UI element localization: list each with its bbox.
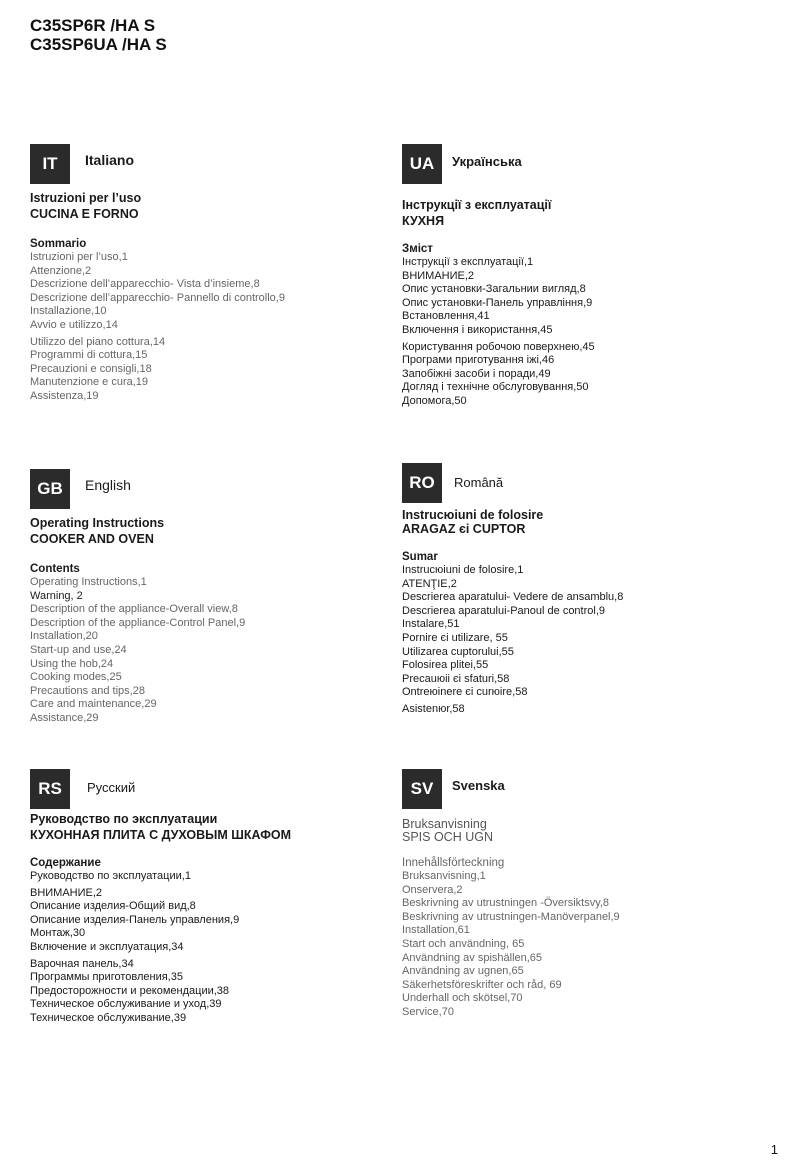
section-italiano bbox=[30, 144, 390, 404]
toc-item: Description of the appliance-Overall view,8 bbox=[30, 603, 238, 616]
toc-item: ВНИМАНИЕ,2 bbox=[402, 269, 475, 282]
toc-list bbox=[402, 564, 762, 717]
toc-item: Care and maintenance,29 bbox=[30, 698, 157, 711]
language-name: Italiano bbox=[85, 152, 135, 168]
toc-item: Precauюii єі sfaturi,58 bbox=[402, 672, 510, 685]
toc-item: Descrizione dell’apparecchio- Pannello di controllo,9 bbox=[30, 291, 285, 304]
toc-item: Manutenzione e cura,19 bbox=[30, 376, 149, 389]
toc-item: Beskrivning av utrustningen -Översiktsvy,8 bbox=[402, 897, 610, 910]
toc-item: Включение и эксплуатация,34 bbox=[30, 940, 184, 953]
contents-heading: Зміст bbox=[402, 243, 433, 255]
section-english bbox=[30, 469, 390, 726]
toc-item: Ontreюinere єі curюire,58 bbox=[402, 686, 528, 699]
product-title: КУХНЯ bbox=[402, 214, 445, 228]
toc-item: Attenzione,2 bbox=[30, 264, 92, 277]
language-code-badge: IT bbox=[30, 144, 70, 184]
language-name: Svenska bbox=[452, 778, 505, 793]
section-swedish bbox=[402, 769, 762, 1020]
toc-item: Assistance,29 bbox=[30, 711, 99, 724]
toc-item: Precauzioni e consigli,18 bbox=[30, 362, 152, 375]
toc-item: Техническое обслуживание и уход,39 bbox=[30, 998, 222, 1011]
section-romanian bbox=[402, 463, 762, 717]
manual-title: Інструкції з експлуатації bbox=[402, 198, 552, 212]
toc-item: Descrizione dell’apparecchio- Vista d’insieme,8 bbox=[30, 278, 260, 291]
toc-item: Руководство по эксплуатации,1 bbox=[30, 870, 191, 882]
language-code-badge: RS bbox=[30, 769, 70, 809]
section-ukrainian bbox=[402, 144, 762, 409]
product-title: SPIS OCH UGN bbox=[402, 830, 493, 844]
language-code-badge: SV bbox=[402, 769, 442, 809]
toc-item: Assistenza,19 bbox=[30, 389, 99, 402]
page-number: 1 bbox=[770, 1142, 778, 1157]
toc-item: Utilizarea cuptorului,55 bbox=[402, 645, 514, 658]
toc-item: Опис установки-Панель управління,9 bbox=[402, 296, 593, 309]
toc-item: ATENŢIE,2 bbox=[402, 577, 457, 590]
toc-list bbox=[402, 256, 762, 409]
toc-item: Onservera,2 bbox=[402, 883, 463, 896]
toc-item: Программы приготовления,35 bbox=[30, 971, 183, 984]
toc-item: Istruzioni per l’uso,1 bbox=[30, 251, 128, 263]
toc-item: Догляд і технічне обслуговування,50 bbox=[402, 381, 589, 394]
toc-list bbox=[30, 251, 390, 404]
toc-item: ВНИМАНИЕ,2 bbox=[30, 886, 103, 899]
toc-item: Допомога,50 bbox=[402, 394, 467, 407]
toc-item: Folosirea plitei,55 bbox=[402, 659, 489, 672]
manual-title: Bruksanvisning bbox=[402, 817, 487, 831]
language-code-badge: UA bbox=[402, 144, 442, 184]
toc-item: Включення і використання,45 bbox=[402, 323, 553, 336]
product-title: COOKER AND OVEN bbox=[30, 532, 154, 546]
language-code-badge: GB bbox=[30, 469, 70, 509]
manual-title: Operating Instructions bbox=[30, 516, 165, 530]
language-code-badge: RO bbox=[402, 463, 442, 503]
contents-heading: Sumar bbox=[402, 551, 438, 563]
toc-item: Programmi di cottura,15 bbox=[30, 349, 148, 362]
toc-item: Bruksanvisning,1 bbox=[402, 870, 486, 882]
toc-item: Instalare,51 bbox=[402, 618, 460, 631]
toc-item: Предосторожности и рекомендации,38 bbox=[30, 984, 230, 997]
toc-item: Avvio e utilizzo,14 bbox=[30, 318, 118, 331]
contents-heading: Contents bbox=[30, 563, 80, 575]
language-name: Русский bbox=[87, 780, 136, 795]
toc-item: Installazione,10 bbox=[30, 305, 107, 318]
toc-list bbox=[402, 870, 762, 1020]
toc-item: Описание изделия-Панель управления,9 bbox=[30, 913, 240, 926]
manual-title: Instrucюiuni de folosire bbox=[402, 508, 544, 522]
contents-heading: Innehållsförteckning bbox=[402, 857, 505, 869]
toc-item: Utilizzo del piano cottura,14 bbox=[30, 335, 166, 348]
toc-item: Опис установки-Загальнии вигляд,8 bbox=[402, 283, 586, 296]
toc-item: Using the hob,24 bbox=[30, 657, 114, 670]
toc-item: Інструкції з експлуатації,1 bbox=[402, 256, 534, 268]
toc-item: Säkerhetsföreskrifter och råd, 69 bbox=[402, 978, 562, 991]
toc-item: Precautions and tips,28 bbox=[30, 684, 145, 697]
product-title: ARAGAZ єі CUPTOR bbox=[402, 522, 526, 536]
toc-item: Installation,61 bbox=[402, 924, 470, 937]
contents-heading: Sommario bbox=[30, 238, 87, 250]
contents-heading: Содержание bbox=[30, 857, 101, 869]
toc-list bbox=[30, 870, 390, 1026]
manual-title: Istruzioni per l’uso bbox=[30, 191, 142, 205]
toc-item: Start-up and use,24 bbox=[30, 643, 127, 656]
toc-item: Встановлення,41 bbox=[402, 310, 490, 323]
toc-item: Installation,20 bbox=[30, 630, 98, 643]
toc-item: Програми приготування іжі,46 bbox=[402, 354, 555, 367]
toc-item: Asistenюr,58 bbox=[402, 702, 465, 715]
language-name: English bbox=[85, 477, 131, 493]
toc-item: Descrierea aparatului-Panoul de control,9 bbox=[402, 604, 606, 617]
toc-item: Service,70 bbox=[402, 1005, 454, 1018]
toc-item: Pornire єі utilizare, 55 bbox=[402, 631, 508, 644]
toc-item: Description of the appliance-Control Panel,9 bbox=[30, 616, 246, 629]
model-number-1: C35SP6R /HA S bbox=[30, 16, 156, 35]
toc-item: Описание изделия-Общий вид,8 bbox=[30, 900, 196, 913]
section-russian bbox=[30, 769, 390, 1026]
model-number-2: C35SP6UA /HA S bbox=[30, 35, 167, 54]
toc-item: Варочная панель,34 bbox=[30, 957, 134, 970]
toc-item: Användning av ugnen,65 bbox=[402, 965, 524, 978]
toc-item: Operating Instructions,1 bbox=[30, 576, 147, 588]
toc-item: Descrierea aparatului- Vedere de ansamblu,8 bbox=[402, 591, 624, 604]
product-title: CUCINA E FORNO bbox=[30, 207, 139, 221]
toc-item: Warning, 2 bbox=[30, 589, 83, 602]
product-title: КУХОННАЯ ПЛИТА С ДУХОВЫМ ШКАФОМ bbox=[30, 828, 292, 842]
toc-item: Underhall och skötsel,70 bbox=[402, 992, 523, 1005]
toc-list bbox=[30, 576, 390, 726]
toc-item: Користування робочою поверхнею,45 bbox=[402, 340, 595, 353]
manual-title: Руководство по эксплуатации bbox=[30, 812, 218, 826]
language-name: Українська bbox=[452, 154, 522, 169]
toc-item: Техническое обслуживание,39 bbox=[30, 1011, 187, 1024]
toc-item: Användning av spishällen,65 bbox=[402, 951, 543, 964]
toc-item: Монтаж,30 bbox=[30, 927, 86, 940]
toc-item: Запобіжні засоби і поради,49 bbox=[402, 367, 551, 380]
language-name: Română bbox=[454, 475, 504, 490]
toc-item: Cooking modes,25 bbox=[30, 671, 122, 684]
toc-item: Start och användning, 65 bbox=[402, 937, 525, 950]
toc-item: Instrucюiuni de folosire,1 bbox=[402, 564, 524, 576]
toc-item: Beskrivning av utrustningen-Manöverpanel,9 bbox=[402, 910, 620, 923]
